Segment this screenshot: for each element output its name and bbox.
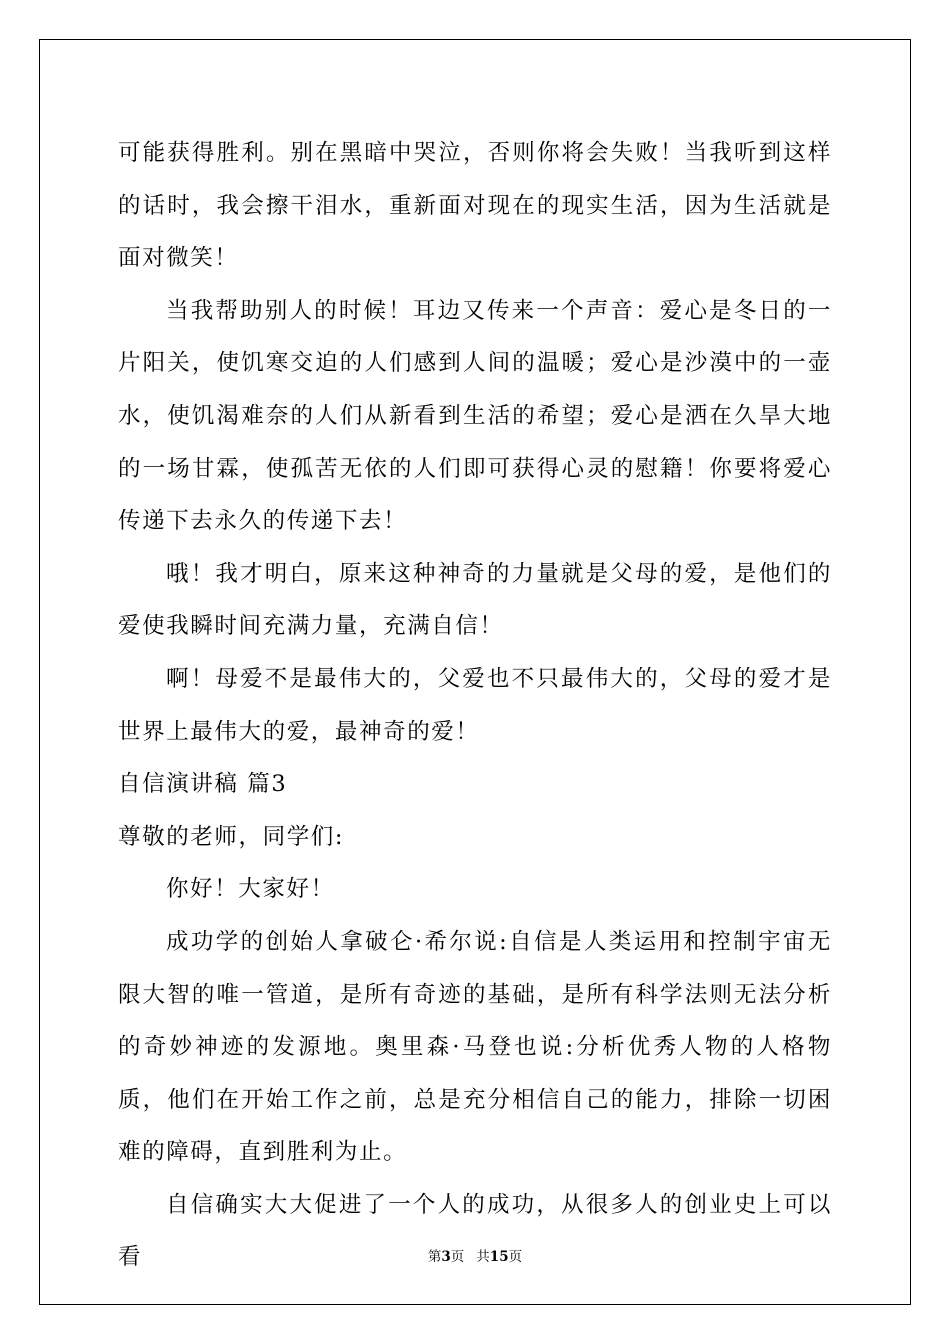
paragraph-quote: 成功学的创始人拿破仑·希尔说:自信是人类运用和控制宇宙无限大智的唯一管道，是所有奇迹的基础，是所有科学法则无法分析的奇妙神迹的发源地。奥里森·马登也说:分析优秀人物的人格物质，他们在开始工作之前，总是充分相信自己的能力，排除一切困难的障碍，直到胜利为止。: [118, 928, 832, 1166]
greeting: 你好！大家好！: [166, 876, 335, 903]
paragraph-continuation: 可能获得胜利。别在黑暗中哭泣，否则你将会失败！当我听到这样的话时，我会擦干泪水，重新面对现在的现实生活，因为生活就是面对微笑！: [118, 140, 832, 272]
page-footer: [0, 1245, 950, 1265]
total-prefix: 共: [476, 1249, 490, 1265]
page-suffix: 页: [450, 1249, 465, 1265]
section-heading: 自信演讲稿 篇3: [118, 771, 288, 798]
total-pages: 15: [489, 1249, 509, 1265]
paragraph-love: 当我帮助别人的时候！耳边又传来一个声音：爱心是冬日的一片阳关，使饥寒交迫的人们感到人间的温暖；爱心是沙漠中的一壶水，使饥渴难奈的人们从新看到生活的希望；爱心是洒在久旱大地的一场甘霖，使孤苦无依的人们即可获得心灵的慰籍！你要将爱心传递下去永久的传递下去！: [118, 297, 832, 535]
page-number: 3: [441, 1249, 451, 1265]
paragraph-parents-love: 啊！母爱不是最伟大的，父爱也不只最伟大的，父母的爱才是世界上最伟大的爱，最神奇的爱！: [118, 665, 832, 745]
paragraph-realization: 哦！我才明白，原来这种神奇的力量就是父母的爱，是他们的爱使我瞬时间充满力量，充满自信！: [118, 560, 832, 640]
document-body: [118, 127, 832, 1284]
paragraph-confidence: 自信确实大大促进了一个人的成功，从很多人的创业史上可以看: [118, 1191, 832, 1271]
salutation: 尊敬的老师，同学们:: [118, 823, 345, 850]
total-suffix: 页: [508, 1249, 523, 1265]
page-prefix: 第: [427, 1249, 442, 1265]
